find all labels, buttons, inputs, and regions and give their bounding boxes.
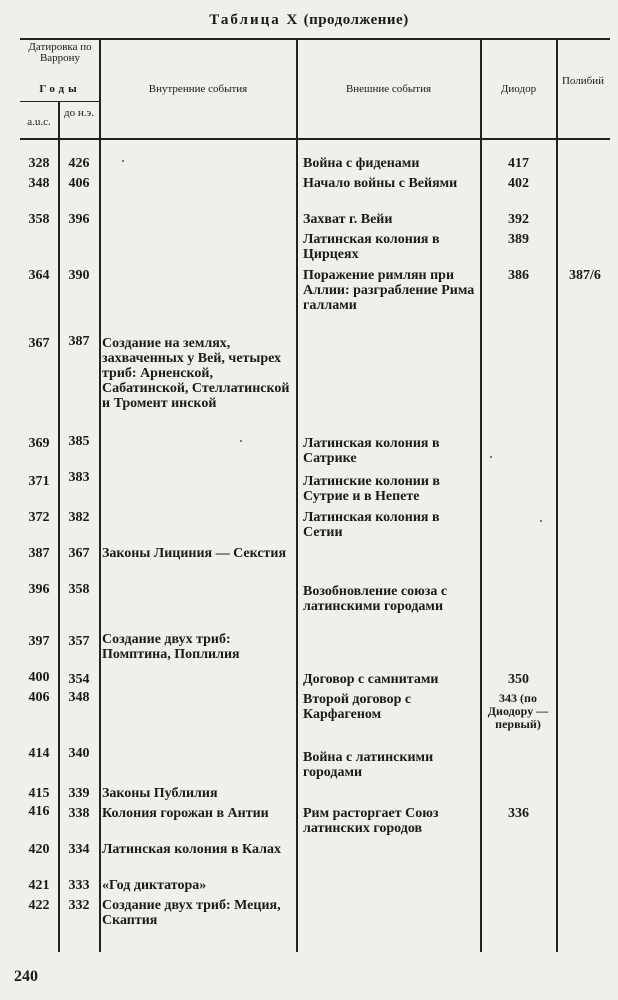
- header-bottom-border: [20, 138, 610, 140]
- row-10-bc: 358: [68, 582, 90, 597]
- row-11-auc: 397: [28, 634, 50, 649]
- print-speck: [122, 160, 124, 162]
- row-2-external: Захват г. Вейи: [303, 212, 393, 227]
- row-6-auc: 369: [28, 436, 50, 451]
- row-17-internal: Латинская колония в Калах: [102, 842, 281, 857]
- row-2-auc: 358: [28, 212, 50, 227]
- row-6-external: Латинская колония в Сатрике: [303, 436, 440, 466]
- row-7-bc: 383: [68, 470, 90, 485]
- row-0-diodorus: 417: [508, 156, 529, 171]
- row-16-internal: Колония горожан в Антии: [102, 806, 269, 821]
- row-14-auc: 414: [28, 746, 50, 761]
- header-external: Внешние события: [345, 83, 432, 95]
- col-divider-2: [99, 38, 101, 952]
- print-speck: [540, 520, 542, 522]
- row-4-diodorus: 386: [508, 268, 529, 283]
- row-19-internal: Создание двух триб: Меция, Скаптия: [102, 898, 281, 928]
- row-18-auc: 421: [28, 878, 50, 893]
- row-3-external: Латинская колония в Цирцеях: [303, 232, 440, 262]
- title-sub: (продолжение): [303, 12, 409, 28]
- row-8-external: Латинская колония в Сетии: [303, 510, 440, 540]
- row-1-external: Начало войны с Вейями: [303, 176, 458, 191]
- row-1-bc: 406: [68, 176, 90, 191]
- row-15-bc: 339: [68, 786, 90, 801]
- row-17-auc: 420: [28, 842, 50, 857]
- row-10-auc: 396: [28, 582, 50, 597]
- row-18-bc: 333: [68, 878, 90, 893]
- row-13-diodorus: 343 (по Диодору — первый): [487, 691, 549, 731]
- row-7-external: Латинские колонии в Сутрие и в Непете: [303, 474, 440, 504]
- header-auc: a.u.c.: [27, 116, 51, 128]
- row-9-bc: 367: [68, 546, 90, 561]
- print-speck: [490, 456, 492, 458]
- years-divider: [20, 101, 100, 102]
- row-13-auc: 406: [28, 690, 50, 705]
- row-12-external: Договор с самнитами: [303, 672, 439, 687]
- row-15-auc: 415: [28, 786, 50, 801]
- row-5-internal: Создание на землях, захваченных у Вей, четырех триб: Арненской, Сабатинской, Стеллатинской и Тромент инской: [102, 336, 290, 411]
- row-14-bc: 340: [68, 746, 90, 761]
- row-16-diodorus: 336: [508, 806, 529, 821]
- row-5-auc: 367: [28, 336, 50, 351]
- row-16-auc: 416: [28, 804, 50, 819]
- row-0-auc: 328: [28, 156, 50, 171]
- row-13-external: Второй договор с Карфагеном: [303, 692, 412, 722]
- page-number: 240: [14, 968, 38, 985]
- row-11-bc: 357: [68, 634, 90, 649]
- row-19-auc: 422: [28, 898, 50, 913]
- row-1-diodorus: 402: [508, 176, 529, 191]
- page-title: [0, 12, 618, 29]
- col-divider-1: [58, 102, 60, 952]
- row-3-diodorus: 389: [508, 232, 529, 247]
- row-18-internal: «Год диктатора»: [102, 878, 207, 893]
- col-divider-5: [556, 38, 558, 952]
- row-15-internal: Законы Публилия: [102, 786, 218, 801]
- row-1-auc: 348: [28, 176, 50, 191]
- row-0-external: Война с фиденами: [303, 156, 420, 171]
- row-16-bc: 338: [68, 806, 90, 821]
- row-11-internal: Создание двух триб: Помптина, Поплилия: [102, 632, 240, 662]
- row-9-auc: 387: [28, 546, 50, 561]
- row-5-bc: 387: [68, 334, 90, 349]
- row-12-auc: 400: [28, 670, 50, 685]
- header-bc: до н.э.: [64, 107, 94, 119]
- header-diodorus: Диодор: [500, 83, 537, 95]
- row-19-bc: 332: [68, 898, 90, 913]
- row-14-external: Война с латинскими городами: [303, 750, 434, 780]
- title-main: Таблица X: [209, 12, 300, 28]
- header-polybius: Полибий: [561, 75, 605, 87]
- row-12-bc: 354: [68, 672, 90, 687]
- print-speck: [240, 440, 242, 442]
- table-top-border: [20, 38, 610, 40]
- row-2-diodorus: 392: [508, 212, 529, 227]
- row-7-auc: 371: [28, 474, 50, 489]
- header-years: Годы: [39, 83, 81, 95]
- row-8-bc: 382: [68, 510, 90, 525]
- row-0-bc: 426: [68, 156, 90, 171]
- row-9-internal: Законы Лициния — Секстия: [102, 546, 287, 561]
- row-13-bc: 348: [68, 690, 90, 705]
- row-8-auc: 372: [28, 510, 50, 525]
- header-internal: Внутренние события: [148, 83, 248, 95]
- row-10-external: Возобновление союза с латинскими городами: [303, 584, 448, 614]
- row-12-diodorus: 350: [508, 672, 529, 687]
- row-4-external: Поражение римлян при Аллии: разграбление Рима галлами: [303, 268, 475, 313]
- header-dating: Датировка по Варрону: [28, 41, 92, 64]
- col-divider-3: [296, 38, 298, 952]
- row-16-external: Рим расторгает Союз латинских городов: [303, 806, 439, 836]
- row-6-bc: 385: [68, 434, 90, 449]
- row-2-bc: 396: [68, 212, 90, 227]
- row-4-bc: 390: [68, 268, 90, 283]
- row-4-auc: 364: [28, 268, 50, 283]
- row-17-bc: 334: [68, 842, 90, 857]
- row-4-polybius: 387/6: [569, 268, 601, 283]
